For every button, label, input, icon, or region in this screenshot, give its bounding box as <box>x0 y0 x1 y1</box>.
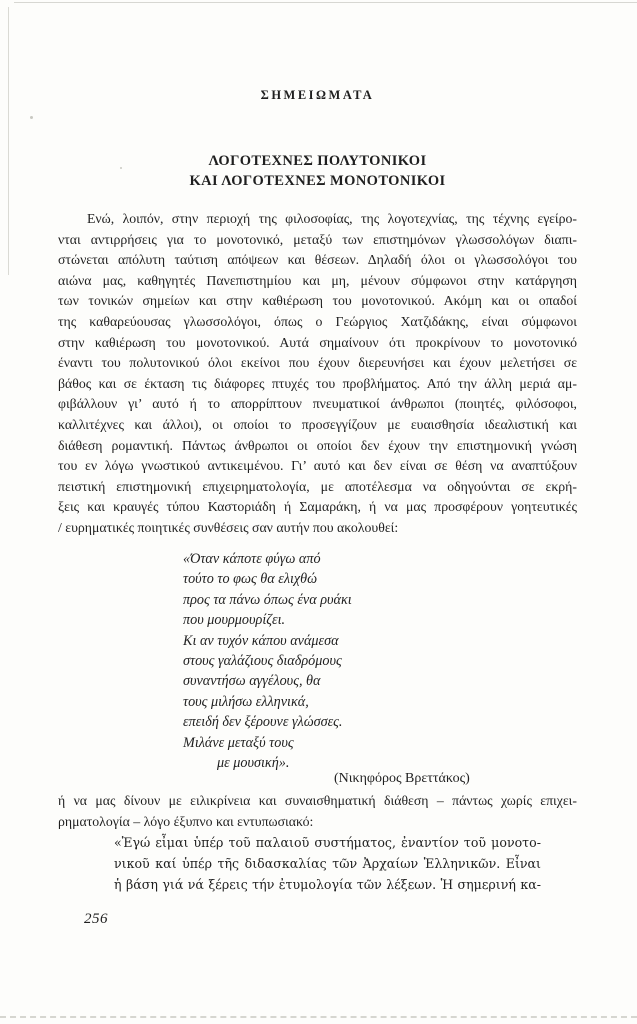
poem-line: Μιλάνε μεταξύ τους <box>183 734 294 751</box>
poem-line: με μουσική». <box>217 755 290 772</box>
poem-line: προς τα πάνω όπως ένα ρυάκι <box>183 591 352 608</box>
poem-line: συναντήσω αγγέλους, θα <box>183 673 321 690</box>
paragraph-line: στώνεται απόλυτη ταύτιση απόψεων και θέσεων. Δηλαδή όλοι οι γλωσσολόγοι του <box>58 252 577 268</box>
paragraph-line: των τονικών σημείων και στην καθιέρωση του μονοτονικού. Ακόμη και οι οπαδοί <box>58 293 577 309</box>
paragraph-line: ή να μας δίνουν με ειλικρίνεια και συναισθηματική διάθεση – πάντως χωρίς επιχει- <box>58 793 577 808</box>
quote-line: ἡ βάση γιά νά ξέρεις τήν ἐτυμολογία τῶν λέξεων. Ἡ σημερινή κα- <box>114 877 541 892</box>
paragraph-line: στην καθιέρωση του μονοτονικού. Αυτά σημαίνουν ότι προκρίνουν το μονοτονικό <box>58 334 577 350</box>
paragraph-line: Ενώ, λοιπόν, στην περιοχή της φιλοσοφίας, της λογοτεχνίας, της τέχνης εγείρο- <box>87 211 577 226</box>
paragraph-line: νται αντιρρήσεις για το μονοτονικό, μεταξύ των επιστημόνων γλωσσολόγων διαπι- <box>58 231 577 247</box>
running-header: ΣΗΜΕΙΩΜΑΤΑ <box>260 88 375 102</box>
poem-attribution: (Νικηφόρος Βρεττάκος) <box>334 771 470 786</box>
quote-line: «Ἐγώ εἶμαι ὑπέρ τοῦ παλαιοῦ συστήματος, ἐναντίον τοῦ μονοτο- <box>114 835 541 850</box>
scan-edge-top <box>14 2 637 3</box>
scan-edge-left <box>8 7 9 275</box>
paragraph-line: / ευρηματικές ποιητικές συνθέσεις σαν αυτήν που ακολουθεί: <box>58 519 399 535</box>
paragraph-line: του εν λόγω γνωστικού αντικειμένου. Γι’ αυτό και δεν είναι σε θέση να αναπτύξουν <box>58 458 577 474</box>
poem-line: στους γαλάζιους διαδρόμους <box>183 653 342 670</box>
paragraph-line: διάθεση ρομαντική. Πάντως άνθρωποι οι οποίοι δεν έχουν την επιστημονική γνώση <box>58 437 577 453</box>
paragraph-line: φιβάλλουν γι’ αυτό ή το απορρίπτουν πνευματικοί άνθρωποι (ποιητές, φιλόσοφοι, <box>58 396 577 412</box>
page-number: 256 <box>84 911 108 927</box>
polytonic-blockquote <box>114 832 541 895</box>
quote-line: νικοῦ καί ὑπέρ τῆς διδασκαλίας τῶν Ἀρχαίων Ἑλληνικῶν. Εἶναι <box>114 856 541 871</box>
paragraph-line: έναντι του πολυτονικού όλοι εκείνοι που έχουν διερευνήσει και έχουν μελετήσει σε <box>58 355 577 371</box>
paragraph-line: βάθος και σε έκταση τις διάφορες πτυχές του προβλήματος. Από την άλλη μεριά αμ- <box>58 375 577 391</box>
quoted-poem <box>183 549 352 773</box>
paragraph-line: αιώνα μας, καθηγητές Πανεπιστημίου και μη, μένουν σύμφωνοι στην κατάργηση <box>58 272 577 288</box>
article-title <box>58 152 577 191</box>
paragraph-line: καλλιτέχνες και άλλοι), οι οποίοι το προσεγγίζουν με ευαισθησία ιδεαλιστική και <box>58 416 577 432</box>
body-paragraph-2 <box>58 791 577 832</box>
title-line-2: ΚΑΙ ΛΟΓΟΤΕΧΝΕΣ ΜΟΝΟΤΟΝΙΚΟΙ <box>189 172 446 189</box>
poem-line: τούτο το φως θα ελιχθώ <box>183 571 318 588</box>
poem-line: επειδή δεν ξέρουνε γλώσσες. <box>183 714 343 731</box>
paragraph-line: ρηματολογία – λόγο έξυπνο και εντυπωσιακό: <box>58 813 314 829</box>
poem-line: τους μιλήσω ελληνικά, <box>183 693 309 710</box>
body-paragraph-1 <box>58 209 577 539</box>
poem-line: «Όταν κάποτε φύγω από <box>183 551 321 567</box>
poem-line: Κι αν τυχόν κάπου ανάμεσα <box>183 632 339 649</box>
title-line-1: ΛΟΓΟΤΕΧΝΕΣ ΠΟΛΥΤΟΝΙΚΟΙ <box>208 153 427 169</box>
paragraph-line: πειστική επιστημονική επιχειρηματολογία, με αποτέλεσμα να οδηγούνται σε εκρή- <box>58 478 577 494</box>
poem-line: που μουρμουρίζει. <box>183 612 286 629</box>
paragraph-line: της καθαρεύουσας γλωσσολόγοι, όπως ο Γεώργιος Χατζιδάκης, είναι σύμφωνοι <box>58 313 577 329</box>
scan-speck <box>30 116 33 119</box>
paragraph-line: ξεις και κραυγές τύπου Καστοριάδη ή Σαμαράκη, ή να μας προσφέρουν γοητευτικές <box>58 499 577 515</box>
scan-edge-bottom <box>0 1016 637 1018</box>
